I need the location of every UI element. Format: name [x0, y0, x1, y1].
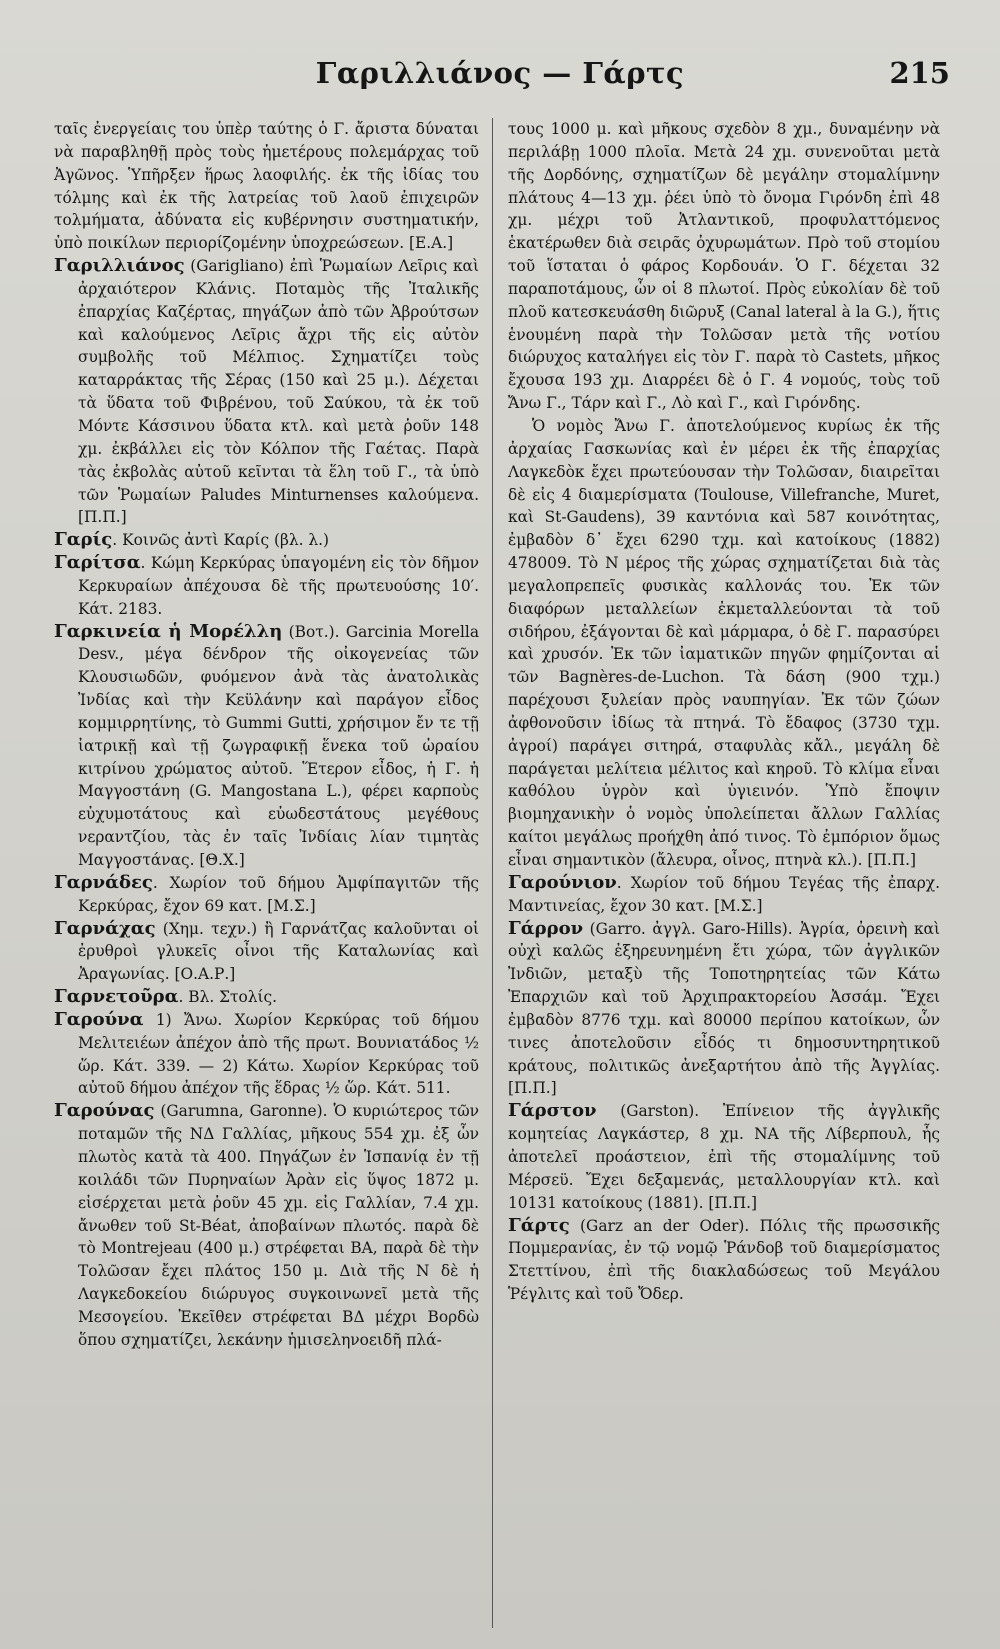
entry-headword: Γαρνετοῦρα	[54, 986, 179, 1008]
right-column	[508, 118, 940, 1306]
entry-headword: Γάρστον	[508, 1100, 597, 1122]
entry-text: . Βλ. Στολίς.	[178, 988, 278, 1007]
dictionary-entry	[54, 918, 479, 987]
entry-text: . Κοινῶς ἀντὶ Καρίς (βλ. λ.)	[112, 531, 330, 550]
entry-headword: Γαρίς	[54, 529, 113, 551]
dictionary-entry	[508, 918, 940, 1101]
dictionary-entry	[54, 255, 479, 529]
entry-text: (Χημ. τεχν.) ἢ Γαρνάτζας καλοῦνται οἱ ἐρυθροὶ γλυκεῖς οἶνοι τῆς Καταλωνίας καὶ Ἀραγωνίας. [Ο.Α.Ρ.]	[78, 919, 479, 984]
entry-text: (Garston). Ἐπίνειον τῆς ἀγγλικῆς κομητείας Λαγκάστερ, 8 χμ. ΝΑ τῆς Λίβερπουλ, ἧς ἀποτελεῖ προάστειον, ἐπὶ τῆς στομαλίμνης τοῦ Μέρσεϋ. Ἔχει δεξαμενάς, μεταλλουργίαν κτλ. καὶ 10131 κατοίκους (1881). [Π.Π.]	[508, 1102, 940, 1212]
dictionary-entry	[508, 1215, 940, 1306]
entry-headword: Γαρνάδες	[54, 871, 153, 893]
dictionary-entry	[54, 1009, 479, 1100]
entry-headword: Γαρούνα	[54, 1008, 144, 1030]
dictionary-entry	[54, 529, 479, 552]
dictionary-entry	[508, 872, 940, 918]
dictionary-entry	[508, 118, 940, 415]
dictionary-entry	[54, 118, 479, 255]
entry-text: 1) Ἄνω. Χωρίον Κερκύρας τοῦ δήμου Μελιτειέων ἀπέχον ἀπὸ τῆς πρωτ. Βουνιατάδος ½ ὥρ. Κάτ. 339. — 2) Κάτω. Χωρίον Κερκύρας τοῦ αὐτοῦ δήμου ἀπέχον τῆς ἕδρας ½ ὥρ. Κάτ. 511.	[78, 1010, 479, 1098]
dictionary-entry	[54, 552, 479, 621]
entry-headword: Γάρτς	[508, 1214, 570, 1236]
entry-headword: Γαρκινεία ἡ Μορέλλη	[54, 620, 283, 642]
entry-headword: Γαρούνας	[54, 1100, 155, 1122]
dictionary-entry	[508, 1100, 940, 1214]
entry-headword: Γαρούνιον	[508, 871, 617, 893]
entry-text: (Garigliano) ἐπὶ Ῥωμαίων Λεῖρις καὶ ἀρχαιότερον Κλάνις. Ποταμὸς τῆς Ἰταλικῆς ἐπαρχίας Καζέρτας, πηγάζων ἀπὸ τῶν Ἀβρούτσων καὶ καλούμενος Λεῖρις ἄχρι τῆς εἰς αὐτὸν συμβολῆς τοῦ Μέλπιος. Σχηματίζει τοὺς καταρράκτας τῆς Σέρας (150 καὶ 25 μ.). Δέχεται τὰ ὕδατα τοῦ Φιβρένου, τοῦ Σαύκου, τὰ ἐκ τοῦ Μόντε Κάσσινου ὕδατα κτλ. καὶ μετὰ ῥοῦν 148 χμ. ἐκβάλλει εἰς τὸν Κόλπον τῆς Γαέτας. Παρὰ τὰς ἐκβολὰς αὐτοῦ κεῖνται τὰ ἕλη τοῦ Γ., τὰ ὑπὸ τῶν Ῥωμαίων Paludes Minturnenses καλούμενα. [Π.Π.]	[78, 257, 479, 527]
entry-headword: Γαριλλιάνος	[54, 255, 185, 277]
dictionary-entry	[54, 1100, 479, 1351]
entry-text: (Garumna, Garonne). Ὁ κυριώτερος τῶν ποταμῶν τῆς ΝΔ Γαλλίας, μῆκους 554 χμ. ἐξ ὧν πλωτὸς κατὰ τὰ 400. Πηγάζων ἐν Ἱσπανίᾳ ἐν τῇ κοιλάδι τῶν Πυρηναίων Ἀρὰν εἰς ὕψος 1872 μ. εἰσέρχεται μετὰ ῥοῦν 45 χμ. εἰς Γαλλίαν, 7.4 χμ. ἄνωθεν τοῦ St-Béat, ἀποβαίνων πλωτός. παρὰ δὲ τὸ Montrejeau (400 μ.) στρέφεται ΒΑ, παρὰ δὲ τὴν Τολῶσαν ἔχει πλάτος 150 μ. Διὰ τῆς Ν δὲ ἡ Λαγκεδοκείου διώρυγος συγκοινωνεῖ μετὰ τῆς Μεσογείου. Ἐκεῖθεν στρέφεται ΒΔ μέχρι Βορδὼ ὅπου σχηματίζει, λεκάνην ἡμισεληνοειδῆ πλά-	[78, 1102, 479, 1349]
entry-text: Ὁ νομὸς Ἄνω Γ. ἀποτελούμενος κυρίως ἐκ τῆς ἀρχαίας Γασκωνίας καὶ ἐν μέρει ἐκ τῆς ἐπαρχίας Λαγκεδὸκ ἔχει πρωτεύουσαν τὴν Τολῶσαν, διαιρεῖται δὲ εἰς 4 διαμερίσματα (Toulouse, Villefranche, Muret, καὶ St-Gaudens), 39 καντόνια καὶ 587 κοινότητας, ἐμβαδὸν δ᾽ ἔχει 6290 τχμ. καὶ κατοίκους (1882) 478009. Τὸ Ν μέρος τῆς χώρας σχηματίζεται διὰ τὰς μεγαλοπρεπεῖς φυσικὰς καλλονάς του. Ἐκ τῶν διαφόρων μεταλλείων ἐκμεταλλεύονται τὰ τοῦ σιδήρου, ἐξάγονται δὲ καὶ μάρμαρα, ὁ δὲ Γ. παρασύρει καὶ χρυσόν. Ἐκ τῶν ἰαματικῶν πηγῶν φημίζονται αἱ τῶν Bagnères-de-Luchon. Τὰ δάση (900 τχμ.) παρέχουσι ξυλείαν πρὸς ναυπηγίαν. Ἐκ τῶν ζώων ἀφθονοῦσιν ἰδίως τὰ πτηνά. Τὸ ἔδαφος (3730 τχμ. ἀγροί) παράγει σιτηρά, σταφυλὰς κἄλ., μεγάλη δὲ παράγεται μελίτεια μέλιτος καὶ κηροῦ. Τὸ κλίμα εἶναι καθόλου ὑγρὸν καὶ ὑγιεινόν. Ὑπὸ ἔποψιν βιομηχανικὴν ὁ νομὸς ὑπολείπεται ἄλλων Γαλλίας καίτοι μεγάλως προήχθη ἀπό τινος. Τὸ ἐμπόριον ὅμως εἶναι σημαντικὸν (ἄλευρα, οἶνος, πτηνὰ κλ.). [Π.Π.]	[508, 416, 940, 869]
entry-text: (Βοτ.). Garcinia Morella Desv., μέγα δένδρον τῆς οἰκογενείας τῶν Κλουσιωδῶν, φυόμενον ἀνὰ τὰς ἀνατολικὰς Ἰνδίας καὶ τὴν Κεϋλάνην καὶ παράγον εἶδος κομμιρρητίνης, τὸ Gummi Gutti, χρήσιμον ἔν τε τῇ ἰατρικῇ καὶ τῇ ζωγραφικῇ ἕνεκα τοῦ ὡραίου κιτρίνου χρώματος αὐτοῦ. Ἕτερον εἶδος, ἡ Γ. ἡ Μαγγοστάνη (G. Mangostana L.), φέρει καρποὺς εὐχυμοτάτους καὶ εὐωδεστάτους μεγέθους νεραντζίου, τὰς ἐν ταῖς Ἰνδίαις λίαν τιμητὰς Μαγγοστάνας. [Θ.Χ.]	[78, 622, 479, 869]
running-title: Γαριλλιάνος — Γάρτς	[315, 56, 685, 90]
left-column	[54, 118, 479, 1352]
entry-text: (Garro. ἀγγλ. Garo-Hills). Ἀγρία, ὀρεινὴ καὶ οὐχὶ καλῶς ἐξηρευνημένη ἔτι χώρα, τῶν ἀγγλικῶν Ἰνδιῶν, μεταξὺ τῆς Τοποτηρητείας τῶν Κάτω Ἐπαρχιῶν καὶ τοῦ Ἀρχιπρακτορείου Ἀσσάμ. Ἔχει ἐμβαδὸν 8776 τχμ. καὶ 80000 περίπου κατοίκων, ὧν τινες ἀποτελοῦσιν εἶδός τι δημοσυντηρητικοῦ κράτους, πολιτικῶς ἀνεξαρτήτου ἀπὸ τῆς Ἀγγλίας. [Π.Π.]	[508, 919, 940, 1098]
entry-text: . Χωρίον τοῦ δήμου Ἀμφίπαγιτῶν τῆς Κερκύρας, ἔχον 69 κατ. [Μ.Σ.]	[78, 873, 479, 915]
entry-text: ταῖς ἐνεργείαις του ὑπὲρ ταύτης ὁ Γ. ἄριστα δύναται νὰ παραβληθῇ πρὸς τοὺς ἡμετέρους πολεμάρχας τοῦ Ἀγῶνος. Ὑπῆρξεν ἥρως λαοφιλής. ἐκ τῆς ἰδίας του τόλμης καὶ ἐκ τῆς λατρείας τοῦ λαοῦ ἐπιχειρῶν τολμήματα, ἀδύνατα εἰς κυβέρνησιν συστηματικήν, ὑπὸ ποικίλων περιορίζομένην ὑποχρεώσεων. [Ε.Α.]	[54, 120, 479, 253]
column-divider	[492, 118, 493, 1628]
page-number: 215	[889, 56, 950, 90]
entry-headword: Γαρνάχας	[54, 917, 156, 939]
dictionary-entry	[54, 872, 479, 918]
dictionary-entry	[54, 986, 479, 1009]
dictionary-entry	[508, 415, 940, 872]
entry-headword: Γάρρον	[508, 917, 584, 939]
entry-text: . Χωρίον τοῦ δήμου Τεγέας τῆς ἐπαρχ. Μαντινείας, ἔχον 30 κατ. [Μ.Σ.]	[508, 873, 940, 915]
entry-text: (Garz an der Oder). Πόλις τῆς πρωσσικῆς Πομμερανίας, ἐν τῷ νομῷ Ῥάνδοβ τοῦ διαμερίσματος Στεττίνου, ἐπὶ τῆς διακλαδώσεως τοῦ Μεγάλου Ῥέγλιτς καὶ τοῦ Ὄδερ.	[508, 1216, 940, 1304]
entry-text: τους 1000 μ. καὶ μῆκους σχεδὸν 8 χμ., δυναμένην νὰ περιλάβῃ 1000 πλοῖα. Μετὰ 24 χμ. συνενοῦται μετὰ τῆς Δορδόνης, σχηματίζων δὲ μεγάλην στομαλίμνην πλάτους 4—13 χμ. ῥέει ὑπὸ τὸ ὄνομα Γιρόνδη ἐπὶ 48 χμ. μέχρι τοῦ Ἀτλαντικοῦ, προφυλαττόμενος ἑκατέρωθεν διὰ σειρᾶς ὀχυρωμάτων. Πρὸ τοῦ στομίου τοῦ ἵσταται ὁ φάρος Κορδουάν. Ὁ Γ. δέχεται 32 παραποτάμους, ὧν οἱ 8 πλωτοί. Πρὸς εὐκολίαν δὲ τοῦ πλοῦ κατεσκευάσθη διῶρυξ (Canal lateral à la G.), ἥτις ἑνουμένη παρὰ τὴν Τολῶσαν μετὰ τῆς νοτίου διώρυχος καταλήγει εἰς τὸν Γ. παρὰ τὸ Castets, μῆκος ἔχουσα 193 χμ. Διαρρέει δὲ ὁ Γ. 4 νομούς, τοὺς τοῦ Ἄνω Γ., Τάρν καὶ Γ., Λὸ καὶ Γ., καὶ Γιρόνδης.	[508, 120, 940, 413]
entry-text: . Κώμη Κερκύρας ὑπαγομένη εἰς τὸν δῆμον Κερκυραίων ἀπέχουσα δὲ τῆς πρωτευούσης 10′. Κάτ. 2183.	[78, 554, 479, 618]
dictionary-entry	[54, 621, 479, 872]
page-header	[0, 46, 1000, 96]
entry-headword: Γαρίτσα	[54, 552, 141, 574]
